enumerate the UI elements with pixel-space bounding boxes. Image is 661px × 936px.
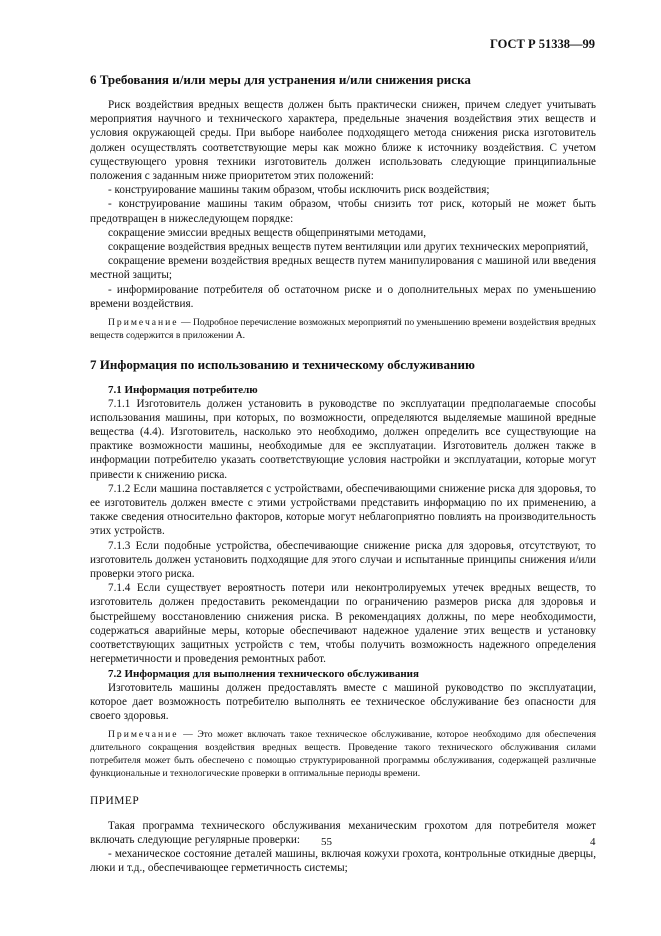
example-paragraph: Такая программа технического обслуживания механическим грохотом для потребителя может включать следующие регулярные проверки: [90,819,596,846]
section-7-title: 7 Информация по использованию и техническому обслуживанию [90,356,475,372]
list-item: - информирование потребителя об остаточном риске и о дополнительных мерах по уменьшению времени воздействия. [90,283,596,310]
list-item: - конструирование машины таким образом, чтобы снизить тот риск, который не может быть предотвращен в нижеследующем порядке: [90,198,596,225]
clause-7-1-2: 7.1.2 Если машина поставляется с устройствами, обеспечивающими снижение риска для здоровья, то ее изготовитель должен вместе с этими устройствами представить информацию по их применению, а также сведения относительно факторов, которые могут неблагоприятно повлиять на производительность этих устройств. [90,482,596,538]
list-item: - механическое состояние деталей машины, включая кожухи грохота, контрольные откидные дверцы, люки и т.д., обеспечивающее герметичность системы; [90,847,596,875]
section-6-paragraph: Риск воздействия вредных веществ должен быть практически снижен, причем следует учитывать мероприятия научного и технического характера, предельные значения воздействия этих веществ и условия окружающей среды. При выборе наиболее подходящего метода снижения риска изготовитель должен осуществлять соответствующие меры как можно ближе к источнику воздействия. С учетом существующего уровня техники изготовитель должен использовать следующие принципиальные положения с заданным ниже приоритетом этих положений: [90,99,596,183]
example-label: ПРИМЕР [90,795,140,808]
clause-7-1-1: 7.1.1 Изготовитель должен установить в руководстве по эксплуатации предполагаемые способы использования машины, при которых, по возможности, определяются выделяемые машиной вредные вещества (4.4). Изготовитель, насколько это необходимо, должен определить все существующие на практике возможности машины, необходимые для ее эксплуатации. Изготовитель должен также в информации потребителю указать соответствующие условия настройки и эксплуатации, которые могут привести к снижению риска. [90,397,596,481]
subsection-7-1-title: 7.1 Информация потребителю [108,383,258,396]
sheet-number: 4 [590,836,596,848]
note-label: Примечание [108,317,179,329]
subsection-7-2-title: 7.2 Информация для выполнения технического обслуживания [108,667,419,680]
standard-code: ГОСТ Р 51338—99 [489,37,595,51]
clause-7-2: Изготовитель машины должен предоставлять вместе с машиной руководство по эксплуатации, которое дает возможность потребителю выполнять ее техническое обслуживание без опасности для своего здоровья. [90,681,596,722]
clause-7-1-4: 7.1.4 Если существует вероятность потери или неконтролируемых утечек вредных веществ, то изготовитель должен предоставить рекомендации по ограничению размеров риска для здоровья и быстрейшему восстановлению снижения риска. В рекомендациях должны, по мере необходимости, содержаться аварийные меры, которые обеспечивают надежное удаление этих веществ и установку соответствующих защитных устройств с тем, чтобы получить возможность надежного определения негерметичности и проведения ремонтных работ. [90,582,596,666]
list-item: - конструирование машины таким образом, чтобы исключить риск воздействия; [108,184,490,197]
note-label: Примечание [108,729,179,741]
list-item: сокращение эмиссии вредных веществ общепринятыми методами, [108,226,427,239]
page-number: 55 [321,836,332,848]
note-text: — Это может включать такое техническое обслуживание, которое необходимо для обеспечения длительного сокращения воздействия вредных веществ. Проведение такого технического обслуживания силами потребителя может быть обеспечено с помощью структурированной программы обслуживания, содержащей различные функциональные и технологические проверки в оптимальные периоды времени. [90,729,596,779]
section-7-note [90,729,596,780]
list-item: сокращение воздействия вредных веществ путем вентиляции или других технических мероприятий, [108,241,589,254]
clause-7-1-3: 7.1.3 Если подобные устройства, обеспечивающие снижение риска для здоровья, отсутствуют, то изготовитель должен установить подходящие для этого случаи и испытанные принципы снижения и/или проверки этого риска. [90,539,596,581]
main-content [90,72,596,875]
note-text: — Подробное перечисление возможных мероприятий по уменьшению времени воздействия вредных веществ содержится в приложении А. [90,317,596,341]
section-6-note [90,317,596,343]
section-6-title: 6 Требования и/или меры для устранения и/или снижения риска [90,72,471,87]
list-item: сокращение времени воздействия вредных веществ путем манипулирования с машиной или введения местной защиты; [90,255,596,282]
